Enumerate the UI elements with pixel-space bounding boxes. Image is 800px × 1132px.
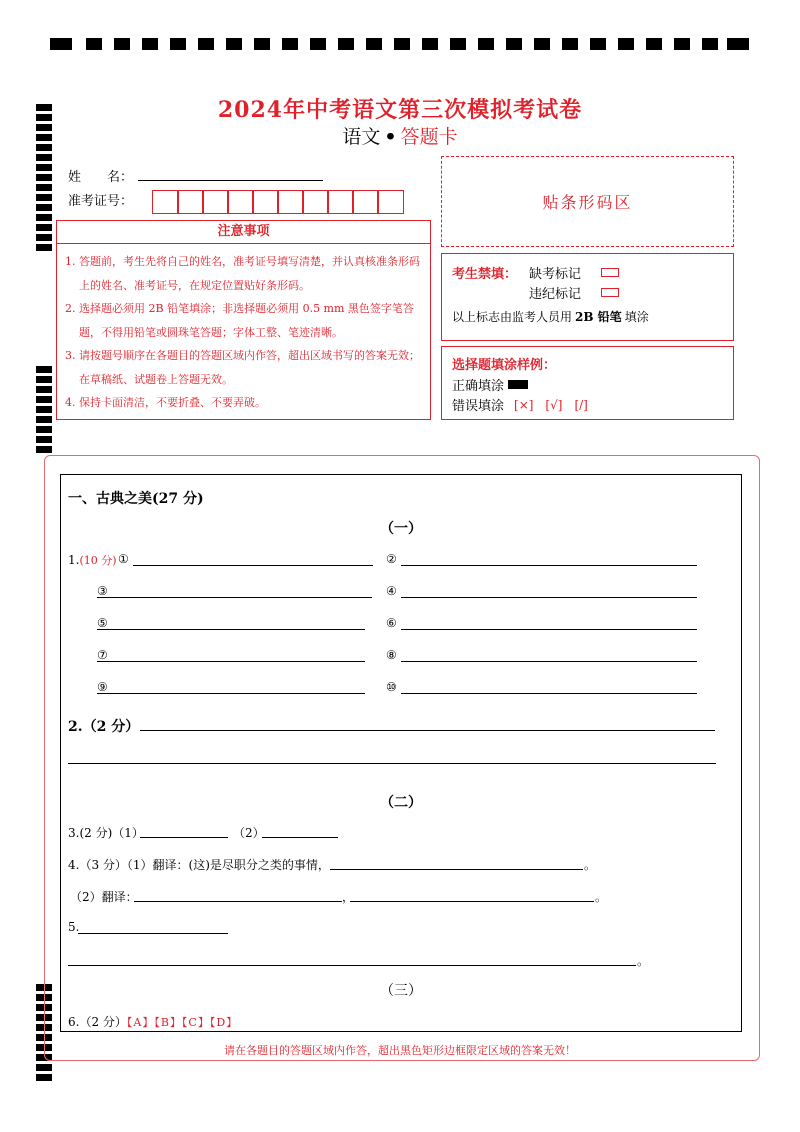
q6-choices[interactable]: 【A】【B】【C】【D】 <box>126 1016 239 1029</box>
timing-mark <box>36 386 52 393</box>
ban-note-end: 填涂 <box>624 309 649 324</box>
answer-line-9[interactable] <box>97 680 365 694</box>
timing-mark <box>36 214 52 221</box>
subtitle-dot: • <box>384 126 397 148</box>
q1-label: 1.(10 分) <box>68 553 117 567</box>
violation-label: 违纪标记 <box>529 286 582 302</box>
timing-mark <box>36 184 52 191</box>
q4-end: 。 <box>584 858 597 872</box>
absent-label: 缺考标记 <box>529 266 582 282</box>
blank-num-4: ④ <box>386 584 397 598</box>
q4-2-comma: ， <box>342 890 355 904</box>
timing-mark <box>36 1074 52 1081</box>
blank-num-1: ① <box>118 552 129 566</box>
q4-2-label: （2）翻译： <box>70 890 138 904</box>
blank-num-2: ② <box>386 552 397 566</box>
timing-mark <box>36 164 52 171</box>
blank-num-8: ⑧ <box>386 648 397 662</box>
timing-mark <box>36 366 52 373</box>
answer-line-7[interactable] <box>97 648 365 662</box>
absent-mark-box[interactable] <box>601 268 619 277</box>
timing-marks-top <box>50 38 750 52</box>
blank-num-7: ⑦ <box>97 648 108 662</box>
section-title: 一、古典之美(27 分) <box>68 491 204 507</box>
ban-note-bold: 2B 铅笔 <box>575 309 622 324</box>
answer-line-2[interactable] <box>401 552 697 566</box>
q4-answer-2a[interactable] <box>134 888 342 902</box>
part-two-heading: （二） <box>380 795 422 811</box>
card-label: 答题卡 <box>400 126 458 148</box>
answer-line-1[interactable] <box>133 552 373 566</box>
timing-mark <box>36 204 52 211</box>
q3-label-2: （2） <box>233 826 265 840</box>
q4-answer-2b[interactable] <box>350 888 594 902</box>
q2-answer-line-1[interactable] <box>140 716 715 731</box>
timing-mark <box>36 406 52 413</box>
exam-title: 2024年中考语文第三次模拟考试卷 <box>217 97 583 123</box>
q2-label: 2.（2 分） <box>68 719 140 735</box>
notice-item: 1. 答题前，考生先将自己的姓名，准考证号填写清楚，并认真核准条形码上的姓名、准考证号，在规定位置贴好条形码。 <box>65 255 420 292</box>
timing-mark <box>36 174 52 181</box>
blank-num-3: ③ <box>97 584 108 598</box>
answer-line-10[interactable] <box>401 680 697 694</box>
q4-answer-1[interactable] <box>330 856 583 870</box>
notice-box <box>56 220 431 420</box>
q3-answer-1[interactable] <box>140 824 228 838</box>
q4-2-end: 。 <box>595 890 608 904</box>
blank-num-5: ⑤ <box>97 616 108 630</box>
footer-note: 请在各题目的答题区域内作答，超出黑色矩形边框限定区域的答案无效！ <box>224 1044 576 1057</box>
name-label: 姓 名： <box>68 170 134 185</box>
correct-fill-sample <box>508 380 528 389</box>
notice-heading: 注意事项 <box>57 221 430 244</box>
timing-mark <box>36 1064 52 1071</box>
timing-mark <box>36 426 52 433</box>
sample-heading: 选择题填涂样例： <box>452 358 557 373</box>
blank-num-10: ⑩ <box>386 680 397 694</box>
q3-answer-2[interactable] <box>262 824 338 838</box>
notice-item: 2. 选择题必须用 2B 铅笔填涂；非选择题必须用 0.5 mm 黑色签字笔答题，不得用铅笔或圆珠笔答题；字体工整、笔迹清晰。 <box>65 302 414 339</box>
barcode-area: 贴条形码区 <box>441 156 734 247</box>
part-three-heading: （三） <box>380 983 422 999</box>
q2-answer-line-2[interactable] <box>68 750 716 764</box>
blank-num-9: ⑨ <box>97 680 108 694</box>
name-field[interactable] <box>138 180 323 181</box>
notice-list <box>57 244 430 415</box>
notice-item: 4. 保持卡面清洁，不要折叠、不要弄破。 <box>65 396 266 409</box>
q5-answer-2[interactable] <box>68 952 636 966</box>
q3-label: 3.(2 分)（1） <box>68 826 144 840</box>
wrong-fill-samples: [×] [√] [/] <box>514 397 588 412</box>
answer-line-4[interactable] <box>401 584 697 598</box>
timing-mark <box>36 416 52 423</box>
notice-item: 3. 请按题号顺序在各题目的答题区域内作答，超出区域书写的答案无效；在草稿纸、试题卷上答题无效。 <box>65 349 420 386</box>
timing-mark <box>36 436 52 443</box>
timing-mark <box>36 446 52 453</box>
answer-line-5[interactable] <box>97 616 365 630</box>
q5-answer-1[interactable] <box>78 920 228 934</box>
answer-line-8[interactable] <box>401 648 697 662</box>
ban-note: 以上标志由监考人员用 <box>452 309 573 324</box>
answer-line-6[interactable] <box>401 616 697 630</box>
q6-label: 6.（2 分）【A】【B】【C】【D】 <box>68 1015 239 1029</box>
timing-mark <box>36 376 52 383</box>
timing-mark <box>36 194 52 201</box>
q5-end: 。 <box>637 954 650 968</box>
timing-mark <box>36 154 52 161</box>
answer-line-3[interactable] <box>97 584 372 598</box>
exam-id-boxes[interactable] <box>152 190 402 214</box>
part-one-heading: （一） <box>380 521 422 537</box>
subject-label: 语文 <box>342 126 381 148</box>
fill-sample-box <box>441 346 734 420</box>
q5-label: 5. <box>68 920 80 934</box>
blank-num-6: ⑥ <box>386 616 397 630</box>
correct-fill-label: 正确填涂 <box>452 378 505 394</box>
exam-id-label: 准考证号： <box>68 194 134 209</box>
q4-label: 4.（3 分）（1）翻译：(这)是尽职分之类的事情， <box>68 858 330 872</box>
examiner-only-box <box>441 253 734 341</box>
violation-mark-box[interactable] <box>601 288 619 297</box>
timing-mark <box>36 396 52 403</box>
timing-mark <box>36 224 52 231</box>
ban-label: 考生禁填： <box>452 266 518 282</box>
timing-mark <box>36 234 52 241</box>
wrong-fill-label: 错误填涂 <box>452 398 505 414</box>
timing-mark <box>36 244 52 251</box>
card-subtitle <box>0 122 800 149</box>
